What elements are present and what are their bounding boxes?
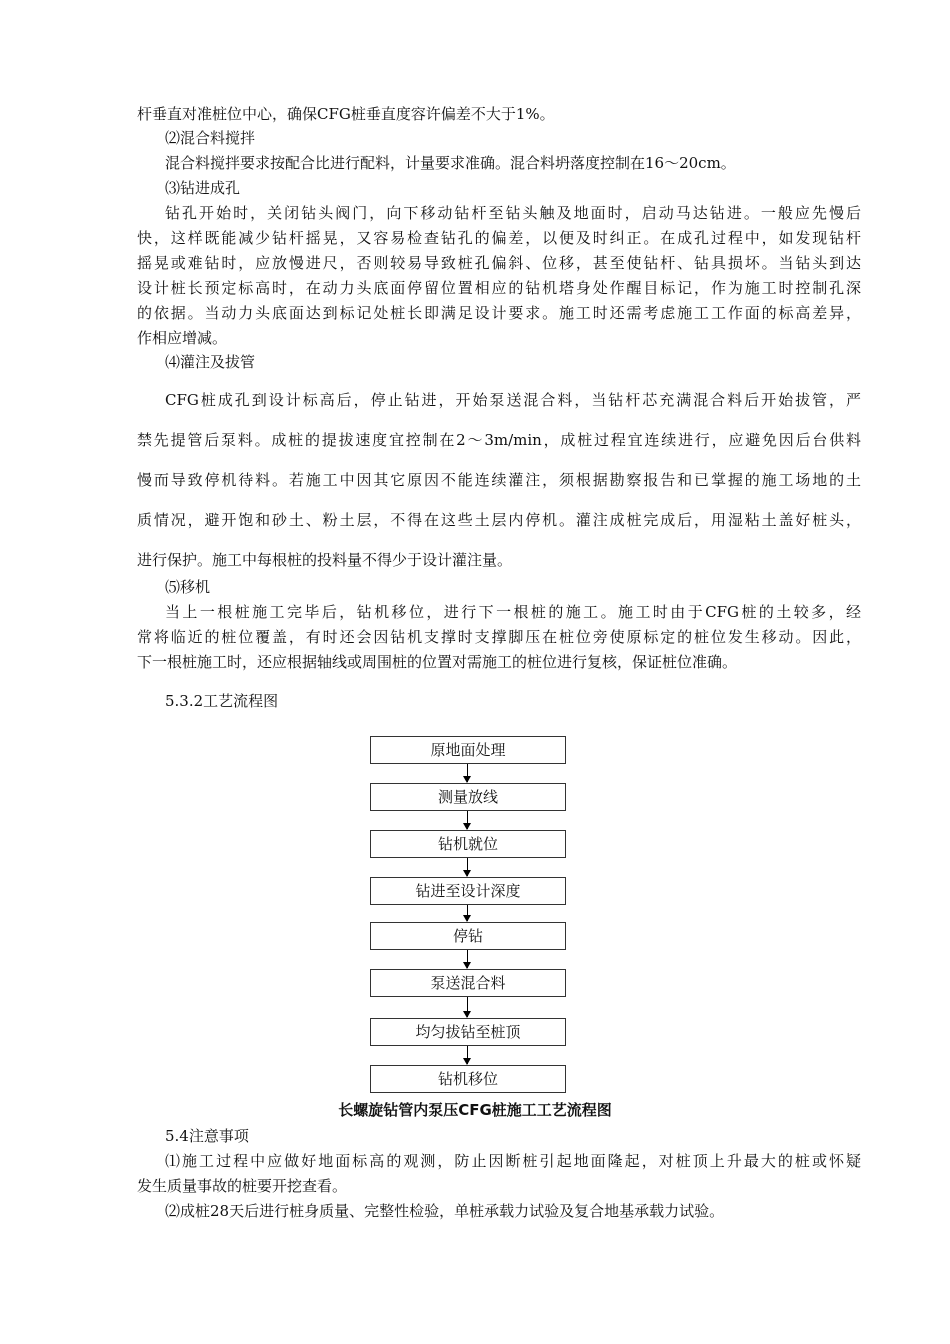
arrow-down-icon — [467, 1046, 468, 1064]
flowchart-caption: 长螺旋钻管内泵压CFG桩施工工艺流程图 — [338, 1101, 612, 1119]
paragraph-moving-line: 下一根桩施工时，还应根据轴线或周围桩的位置对需施工的桩位进行复核，保证桩位准确。 — [137, 653, 738, 671]
paragraph-drilling-line: 设计桩长预定标高时，在动力头底面停留位置相应的钻机塔身处作醒目标记，作为施工时控制孔深 — [137, 279, 861, 297]
heading-pouring: ⑷灌注及拔管 — [165, 353, 256, 371]
section-heading-54: 5.4注意事项 — [165, 1127, 249, 1145]
paragraph-pouring-line: CFG桩成孔到设计标高后，停止钻进，开始泵送混合料，当钻杆芯充满混合料后开始拔管，严 — [165, 391, 861, 409]
flow-step: 测量放线 — [370, 783, 566, 811]
paragraph-pouring-line: 禁先提管后泵料。成桩的提拔速度宜控制在2～3m/min，成桩过程宜连续进行，应避免因后台供料 — [137, 431, 861, 449]
heading-moving: ⑸移机 — [165, 578, 211, 596]
flow-step: 停钻 — [370, 922, 566, 950]
arrow-down-icon — [467, 905, 468, 921]
section-heading-532: 5.3.2工艺流程图 — [165, 692, 279, 710]
arrow-down-icon — [467, 764, 468, 782]
paragraph-mixing: 混合料搅拌要求按配合比进行配料，计量要求准确。混合料坍落度控制在16～20cm。 — [165, 154, 736, 172]
note-item-line: ⑴施工过程中应做好地面标高的观测，防止因断桩引起地面隆起，对桩顶上升最大的桩或怀疑 — [165, 1152, 861, 1170]
arrow-down-icon — [467, 950, 468, 968]
paragraph-drilling-line: 摇晃或难钻时，应放慢进尺，否则较易导致桩孔偏斜、位移，甚至使钻杆、钻具损坏。当钻头到达 — [137, 254, 861, 272]
note-item-2: ⑵成桩28天后进行桩身质量、完整性检验，单桩承载力试验及复合地基承载力试验。 — [165, 1202, 725, 1220]
paragraph-pouring-line: 质情况，避开饱和砂土、粉土层，不得在这些土层内停机。灌注成桩完成后，用湿粘土盖好桩头， — [137, 511, 861, 529]
paragraph-pouring-line: 进行保护。施工中每根桩的投料量不得少于设计灌注量。 — [137, 551, 513, 569]
flow-step: 钻进至设计深度 — [370, 877, 566, 905]
paragraph-pouring-line: 慢而导致停机待料。若施工中因其它原因不能连续灌注，须根据勘察报告和已掌握的施工场地的土 — [137, 471, 861, 489]
flow-step: 钻机移位 — [370, 1065, 566, 1093]
arrow-down-icon — [467, 811, 468, 829]
note-item-line: 发生质量事故的桩要开挖查看。 — [137, 1177, 348, 1195]
heading-mixing: ⑵混合料搅拌 — [165, 129, 256, 147]
flow-step: 均匀拔钻至桩顶 — [370, 1018, 566, 1046]
flow-step: 原地面处理 — [370, 736, 566, 764]
paragraph-drilling-line: 作相应增减。 — [137, 329, 228, 347]
arrow-down-icon — [467, 997, 468, 1017]
paragraph-drilling-line: 快，这样既能减少钻杆摇晃，又容易检查钻孔的偏差，以便及时纠正。在成孔过程中，如发现钻杆 — [137, 229, 861, 247]
paragraph-drilling-line: 的依据。当动力头底面达到标记处桩长即满足设计要求。施工时还需考虑施工工作面的标高差异， — [137, 304, 861, 322]
flow-step: 钻机就位 — [370, 830, 566, 858]
arrow-down-icon — [467, 858, 468, 876]
flow-step: 泵送混合料 — [370, 969, 566, 997]
paragraph-drilling-line: 钻孔开始时，关闭钻头阀门，向下移动钻杆至钻头触及地面时，启动马达钻进。一般应先慢后 — [165, 204, 861, 222]
paragraph-continuation: 杆垂直对准桩位中心，确保CFG桩垂直度容许偏差不大于1%。 — [137, 105, 555, 123]
heading-drilling: ⑶钻进成孔 — [165, 179, 241, 197]
paragraph-moving-line: 当上一根桩施工完毕后，钻机移位，进行下一根桩的施工。施工时由于CFG桩的土较多，经 — [165, 603, 861, 621]
paragraph-moving-line: 常将临近的桩位覆盖，有时还会因钻机支撑时支撑脚压在桩位旁使原标定的桩位发生移动。因此， — [137, 628, 861, 646]
